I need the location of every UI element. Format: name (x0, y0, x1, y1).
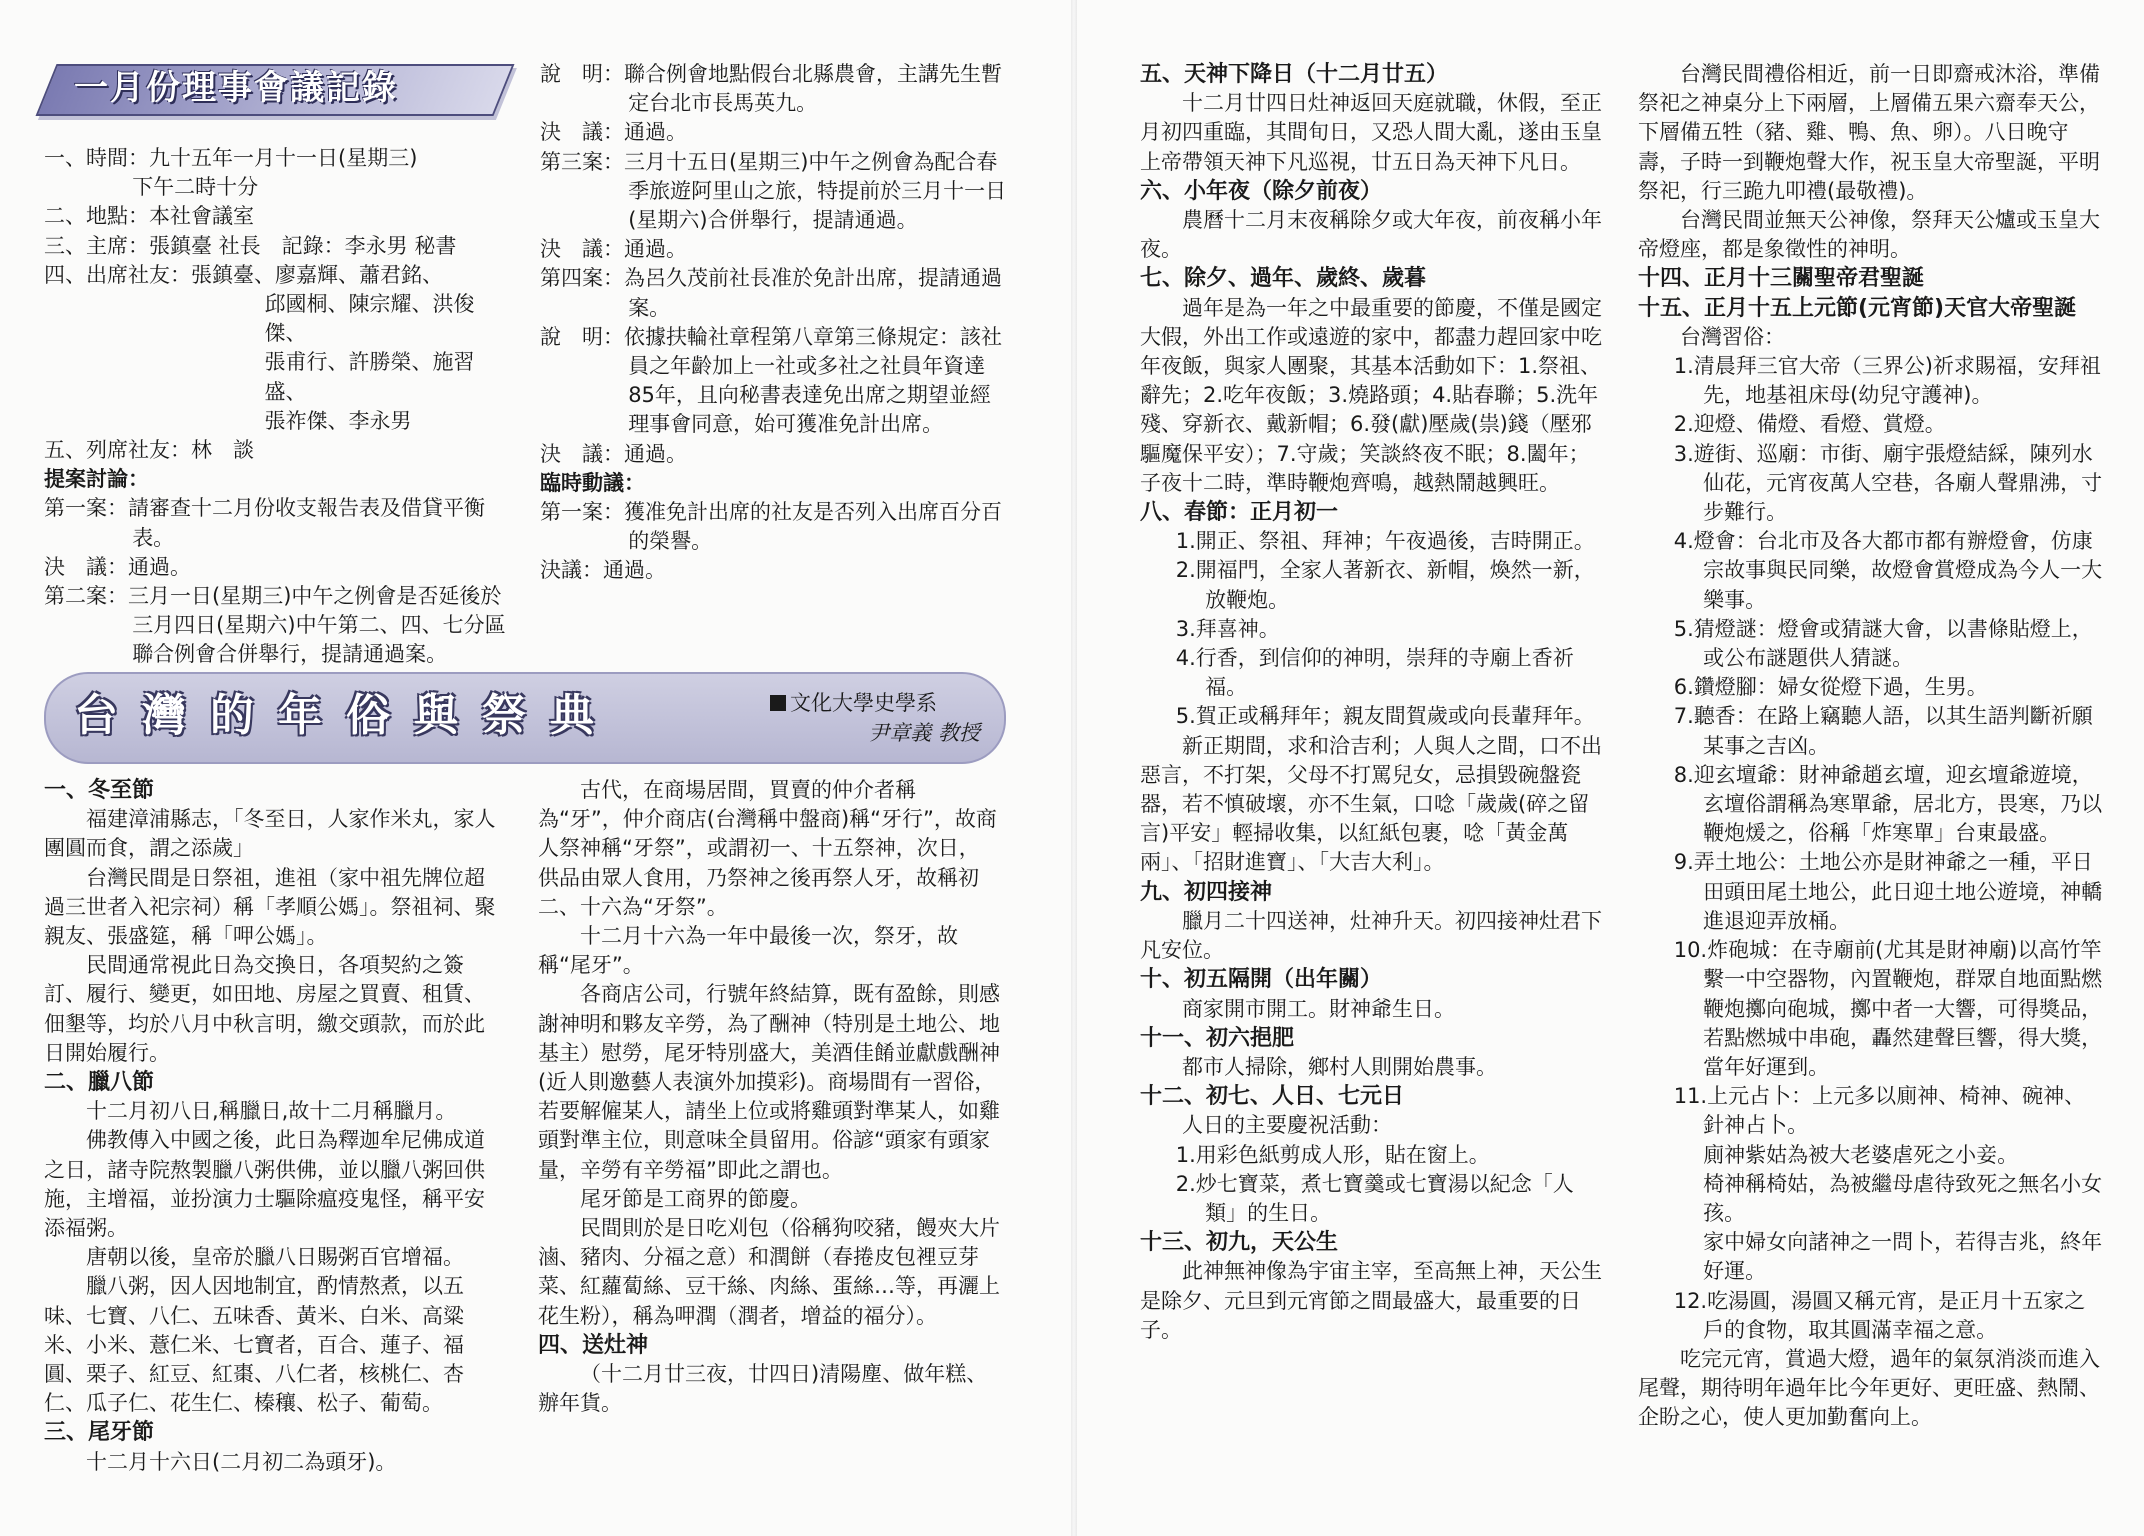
minutes-item: 張祚傑、李永男 (264, 408, 412, 433)
article-paragraph: 台灣民間禮俗相近，前一日即齋戒沐浴，準備祭祀之神桌分上下兩層，上層備五果六齋奉天公，下層備五牲（豬、雞、鴨、魚、卵）。八日晚守壽，子時一到鞭炮聲大作，祝玉皇大帝聖誕，平明祭祀，行三跪九叩禮(最敬禮)。 (1638, 62, 2100, 203)
article-paragraph: 1.開正、祭祖、拜神；午夜過後，吉時開正。 (1175, 529, 1595, 554)
article-paragraph: 十、初五隔開（出年關） (1140, 967, 1383, 993)
article-paragraph: 十二月十六日(二月初二為頭牙)。 (86, 1449, 397, 1474)
article-paragraph: 台灣習俗： (1680, 324, 1785, 349)
article-paragraph: 台灣民間是日祭祖，進祖（家中祖先牌位超過三世者入祀宗祠）稱「孝順公媽」。祭祖祠、聚親友、張盛筵，稱「呷公媽」。 (44, 865, 496, 949)
article-paragraph: （十二月廿三夜，廿四日)清陽塵、做年糕、辦年貨。 (538, 1362, 988, 1416)
article-byline (770, 688, 980, 748)
article-paragraph: 四、送灶神 (538, 1332, 649, 1358)
article-paragraph: 十一、初六挹肥 (1140, 1025, 1295, 1051)
article-paragraph: 唐朝以後，皇帝於臘八日賜粥百官增福。 (86, 1245, 464, 1270)
minutes-item: 一、時間：九十五年一月十一日(星期三) (44, 146, 418, 170)
article-paragraph: 佛教傳入中國之後，此日為釋迦牟尼佛成道之日，諸寺院熬製臘八粥供佛，並以臘八粥回供施，主增福，並扮演力士驅除瘟疫鬼怪，稱平安添福粥。 (44, 1128, 485, 1241)
page-fold (1071, 0, 1077, 1536)
minutes-item: 下午二時十分 (132, 175, 259, 200)
article-paragraph: 新正期間，求和洽吉利；人與人之間，口不出惡言，不打架，父母不打罵兒女，忌損毀碗盤瓷器，若不慎破壞，亦不生氣，口唸「歲歲(碎之留言)平安」輕掃收集，以紅紙包裹，唸「黃金萬兩」、「招財進寶」、「大吉大利」。 (1140, 733, 1602, 875)
minutes-item: 提案討論： (44, 467, 149, 492)
minutes-item: 第二案：三月一日(星期三)中午之例會是否延後於三月四日(星期六)中午第二、四、七分區聯合例會合併舉行，提請通過案。 (44, 584, 506, 667)
article-column-3 (1140, 60, 1602, 1345)
minutes-item: 決 議：通過。 (540, 441, 687, 466)
article-paragraph: 4.行香，到信仰的神明，崇拜的寺廟上香祈福。 (1175, 646, 1574, 700)
article-paragraph: 2.開福門，全家人著新衣、新帽，煥然一新，放鞭炮。 (1175, 558, 1595, 612)
minutes-column-right (540, 60, 1010, 586)
article-paragraph: 家中婦女向諸神之一問卜，若得吉兆，終年好運。 (1703, 1230, 2103, 1284)
article-paragraph: 都市人掃除，鄉村人則開始農事。 (1182, 1054, 1497, 1079)
article-paragraph: 吃完元宵，賞過大燈，過年的氣氛消淡而進入尾聲，期待明年過年比今年更好、更旺盛、熱鬧、企盼之心，使人更加勤奮向上。 (1638, 1346, 2100, 1430)
article-paragraph: 各商店公司，行號年終結算，既有盈餘，則感謝神明和夥友辛勞，為了酬神（特別是土地公、地基主）慰勞，尾牙特別盛大，美酒佳餚並獻戲酬神(近人則邀藝人表演外加摸彩)。商場間有一習俗，若要解僱某人，請坐上位或將雞頭對準某人，如雞頭對準主位，則意味全員留用。俗諺“頭家有頭家量，辛勞有辛勞福”即此之謂也。 (538, 982, 1000, 1182)
minutes-item: 二、地點：本社會議室 (44, 204, 254, 229)
article-paragraph: 8.迎玄壇爺：財神爺趙玄壇，迎玄壇爺遊境，玄壇俗謂稱為寒單爺，居北方，畏寒，乃以鞭炮煖之，俗稱「炸寒單」台東最盛。 (1673, 762, 2103, 846)
minutes-item: 臨時動議： (540, 470, 645, 495)
article-paragraph: 人日的主要慶祝活動： (1182, 1113, 1392, 1138)
article-paragraph: 十四、正月十三關聖帝君聖誕 (1638, 266, 1925, 292)
article-paragraph: 商家開市開工。財神爺生日。 (1182, 996, 1455, 1021)
article-paragraph: 11.上元占卜：上元多以廁神、椅神、碗神、針神占卜。 (1673, 1084, 2086, 1138)
article-paragraph: 4.燈會：台北市及各大都市都有辦燈會，仿康宗故事與民同樂，故燈會賞燈成為今人一大樂事。 (1673, 529, 2103, 612)
article-paragraph: 民間通常視此日為交換日，各項契約之簽訂、履行、變更，如田地、房屋之買賣、租賃、佃墾等，均於八月中秋言明，繳交頭款，而於此日開始履行。 (44, 953, 485, 1065)
minutes-item: 邱國桐、陳宗耀、洪俊傑、 (264, 292, 475, 346)
article-paragraph: 福建漳浦縣志，「冬至日，人家作米丸，家人團圓而食，謂之添歲」 (44, 807, 496, 861)
article-paragraph: 5.猜燈謎：燈會或猜謎大會，以書條貼燈上，或公布謎題供人猜謎。 (1673, 616, 2093, 671)
article-paragraph: 十五、正月十五上元節(元宵節)天官大帝聖誕 (1638, 295, 2077, 321)
article-paragraph: 古代，在商場居間，買賣的仲介者稱為“牙”，仲介商店(台灣稱中盤商)稱“牙行”，故商人祭神稱“牙祭”，或謂初一、十五祭神，次日，供品由眾人食用，乃祭神之後再祭人牙，故稱初二、十六為“牙祭”。 (538, 778, 997, 919)
minutes-item: 第四案：為呂久茂前社長准於免計出席，提請通過案。 (540, 266, 1002, 320)
article-paragraph: 2.炒七寶菜，煮七寶羹或七寶湯以紀念「人類」的生日。 (1175, 1171, 1574, 1225)
article-paragraph: 八、春節：正月初一 (1140, 500, 1339, 526)
article-paragraph: 此神無神像為宇宙主宰，至高無上神，天公生是除夕、元旦到元宵節之間最盛大，最重要的日子。 (1140, 1259, 1602, 1342)
article-paragraph: 三、尾牙節 (44, 1420, 155, 1446)
minutes-item: 五、列席社友：林 談 (44, 438, 254, 463)
square-bullet-icon (770, 695, 786, 711)
minutes-item: 第一案：獲准免計出席的社友是否列入出席百分百的榮譽。 (540, 500, 1002, 554)
minutes-item: 三、主席：張鎮臺 社長 記錄：李永男 秘書 (44, 233, 457, 258)
article-paragraph: 3.遊街、巡廟：市街、廟宇張燈結綵，陳列水仙花，元宵夜萬人空巷，各廟人聲鼎沸，寸步難行。 (1673, 441, 2103, 525)
minutes-item: 決 議：通過。 (540, 237, 687, 262)
article-paragraph: 7.聽香：在路上竊聽人語，以其生語判斷祈願某事之吉凶。 (1673, 704, 2093, 758)
article-paragraph: 農曆十二月末夜稱除夕或大年夜，前夜稱小年夜。 (1140, 208, 1602, 262)
article-paragraph: 1.清晨拜三官大帝（三界公)祈求賜福，安拜祖先，地基祖床母(幼兒守護神)。 (1673, 354, 2101, 408)
article-paragraph: 五、天神下降日（十二月廿五） (1140, 62, 1449, 87)
article-paragraph: 椅神稱椅姑，為被繼母虐待致死之無名小女孩。 (1703, 1171, 2103, 1225)
minutes-banner-title: 一月份理事會議記錄 (74, 68, 398, 108)
article-paragraph: 九、初四接神 (1140, 879, 1273, 905)
article-paragraph: 十二月十六為一年中最後一次，祭牙，故稱“尾牙”。 (538, 924, 958, 978)
minutes-item: 四、出席社友：張鎮臺、廖嘉輝、蕭君銘、 (44, 262, 443, 287)
article-paragraph: 十二月初八日,稱臘日,故十二月稱臘月。 (86, 1099, 457, 1124)
article-paragraph: 臘月二十四送神，灶神升天。初四接神灶君下凡安位。 (1140, 908, 1602, 963)
article-paragraph: 2.迎燈、備燈、看燈、賞燈。 (1673, 412, 1946, 437)
minutes-item: 決 議：通過。 (44, 554, 191, 579)
minutes-item: 第一案：請審查十二月份收支報告表及借貸平衡表。 (44, 496, 485, 550)
article-paragraph: 9.弄土地公：土地公亦是財神爺之一種，平日田頭田尾土地公，此日迎土地公遊境，神轎進退迎弄放桶。 (1673, 850, 2103, 933)
article-paragraph: 台灣民間並無天公神像，祭拜天公爐或玉皇大帝燈座，都是象徵性的神明。 (1638, 208, 2100, 262)
author-name: 尹章義 教授 (868, 721, 980, 745)
article-paragraph: 3.拜喜神。 (1175, 616, 1280, 641)
minutes-item: 說 明：依據扶輪社章程第八章第三條規定：該社員之年齡加上一社或多社之社員年資達85年，且向秘書表達免出席之期望並經理事會同意，始可獲准免計出席。 (540, 324, 1002, 437)
minutes-item: 決議：通過。 (540, 558, 666, 583)
article-paragraph: 十三、初九，天公生 (1140, 1230, 1339, 1256)
article-paragraph: 七、除夕、過年、歲終、歲暮 (1140, 266, 1427, 292)
article-paragraph: 六、小年夜（除夕前夜） (1140, 178, 1383, 204)
article-paragraph: 一、冬至節 (44, 778, 155, 803)
article-column-2 (538, 776, 1000, 1418)
minutes-item: 第三案：三月十五日(星期三)中午之例會為配合春季旅遊阿里山之旅，特提前於三月十一日(星期六)合併舉行，提請通過。 (540, 149, 1007, 233)
minutes-column-left (44, 144, 508, 670)
article-paragraph: 6.鑽燈腳：婦女從燈下過，生男。 (1673, 675, 1988, 700)
minutes-item: 張甫行、許勝榮、施習盛、 (264, 350, 475, 404)
article-paragraph: 臘八粥，因人因地制宜，酌情熬煮，以五味、七寶、八仁、五味香、黃米、白米、高粱米、小米、薏仁米、七寶者，百合、蓮子、福圓、栗子、紅豆、紅棗、八仁者，核桃仁、杏仁、瓜子仁、花生仁、榛穰、松子、葡萄。 (44, 1274, 464, 1416)
article-paragraph: 廁神紫姑為被大老婆虐死之小妾。 (1703, 1142, 2019, 1167)
article-paragraph: 十二、初七、人日、七元日 (1140, 1084, 1405, 1110)
article-paragraph: 5.賀正或稱拜年；親友間賀歲或向長輩拜年。 (1175, 704, 1595, 729)
minutes-item: 決 議：通過。 (540, 120, 687, 145)
article-paragraph: 十二月廿四日灶神返回天庭就職，休假，至正月初四重臨，其間旬日，又恐人間大亂，遂由玉皇上帝帶領天神下凡巡視，廿五日為天神下凡日。 (1140, 91, 1602, 174)
article-paragraph: 二、臘八節 (44, 1070, 155, 1096)
article-paragraph: 12.吃湯圓，湯圓又稱元宵，是正月十五家之戶的食物，取其圓滿幸福之意。 (1673, 1288, 2086, 1342)
article-title: 台灣的年俗與祭典 (74, 690, 618, 741)
article-column-4 (1638, 60, 2104, 1433)
minutes-item: 說 明：聯合例會地點假台北縣農會，主講先生暫定台北市長馬英九。 (540, 62, 1002, 116)
article-paragraph: 民間則於是日吃刈包（俗稱狗咬豬，饅夾大片滷、豬肉、分福之意）和潤餅（春捲皮包裡豆芽菜、紅蘿蔔絲、豆干絲、肉絲、蛋絲…等，再灑上花生粉），稱為呷潤（潤者，增益的福分）。 (538, 1216, 1000, 1328)
article-paragraph: 尾牙節是工商界的節慶。 (580, 1186, 811, 1211)
article-paragraph: 過年是為一年之中最重要的節慶，不僅是國定大假，外出工作或遠遊的家中，都盡力趕回家中吃年夜飯，與家人團聚，其基本活動如下：1.祭祖、辭先；2.吃年夜飯；3.燒路頭；4.貼春聯；5.洗年殘、穿新衣、戴新帽；6.發(獻)壓歲(祟)錢（壓邪驅魔保平安）；7.守歲；笑談終夜不眠；8.闔年；子夜十二時，準時鞭炮齊鳴，越熱鬧越興旺。 (1140, 295, 1602, 495)
article-column-1 (44, 776, 502, 1477)
article-paragraph: 1.用彩色紙剪成人形，貼在窗上。 (1175, 1142, 1490, 1167)
article-paragraph: 10.炸砲城：在寺廟前(尤其是財神廟)以高竹竿繫一中空器物，內置鞭炮，群眾自地面點燃鞭炮擲向砲城，擲中者一大響，可得獎品，若點燃城中串砲，轟然建聲巨響，得大獎，當年好運到。 (1673, 938, 2103, 1079)
author-department: 文化大學史學系 (790, 691, 937, 715)
